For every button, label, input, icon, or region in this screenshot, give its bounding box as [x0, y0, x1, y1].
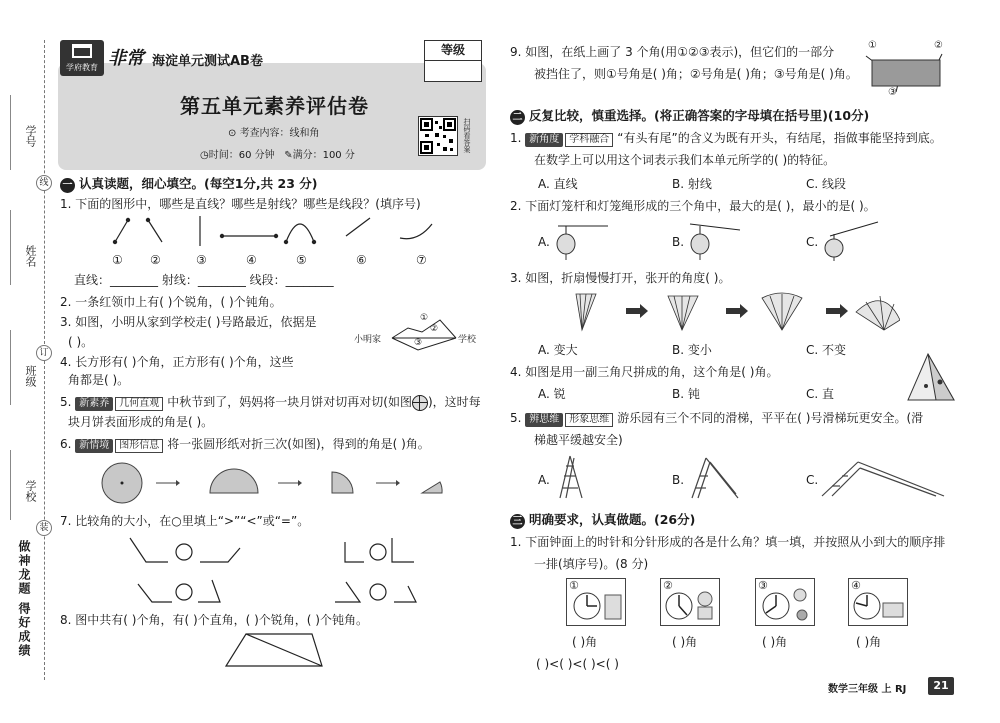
q3-text-2[interactable]: ( )。	[68, 335, 94, 349]
slide-a-icon	[550, 452, 590, 500]
q9-label-1: ①	[868, 40, 877, 51]
clock-1-answer[interactable]: ( )角	[572, 635, 598, 649]
r5-option-c[interactable]: C.	[806, 473, 819, 487]
pencil-icon: ✎	[284, 150, 293, 161]
r5-option-a[interactable]: A.	[538, 473, 550, 487]
q3-home-label: 小明家	[354, 335, 382, 345]
q9-label-2: ②	[934, 40, 943, 51]
q6-tag: 新情境	[75, 439, 113, 453]
q5-tag: 新素养	[75, 397, 113, 411]
r1-option-c[interactable]: C. 线段	[806, 177, 847, 191]
qr-side-text: 扫码看答案	[463, 118, 471, 153]
r1-text-2: 在数学上可以用这个词表示我们本单元所学的( )的特征。	[534, 153, 836, 167]
q4-text-2: 角都是( )。	[68, 373, 130, 387]
r4-option-b[interactable]: B. 钝	[672, 387, 700, 401]
q5-text-2: 块月饼表面形成的角是( )。	[68, 415, 214, 429]
seal-char-2: 订	[36, 345, 52, 361]
triangle-rulers-icon	[904, 352, 958, 404]
grade-box-label: 等级	[425, 41, 481, 61]
slide-c-icon	[818, 456, 948, 498]
q9-text-2: 被挡住了，则①号角是( )角；②号角是( )角；③号角是( )角。	[534, 67, 858, 81]
clock-4-answer[interactable]: ( )角	[856, 635, 882, 649]
class-line	[10, 330, 11, 405]
class-label: 班级	[24, 365, 37, 387]
s1-text: 1. 下面钟面上的时针和分针形成的各是什么角？填一填，并按照从小到大的顺序排	[510, 535, 946, 549]
q2-text: 2. 一条红领巾上有( )个锐角，( )个钝角。	[60, 295, 282, 309]
student-number-label: 学号	[24, 125, 37, 147]
clock-card-4: ④	[848, 578, 908, 626]
clock-icon: ◷	[200, 150, 209, 161]
q6-tag2: 图形信息	[115, 439, 163, 453]
r5-tag: 辨思维	[525, 413, 563, 427]
slide-b-icon	[686, 454, 742, 500]
seal-char-3: 装	[36, 520, 52, 536]
q3-text: 3. 如图，小明从家到学校走( )号路最近，依据是	[60, 315, 317, 329]
r3-option-b[interactable]: B. 变小	[672, 343, 712, 357]
footer-text: 数学三年级 上 RJ	[828, 684, 907, 695]
q8-figure	[224, 632, 324, 668]
r1-text: 1. 新角度 学科融合 “有头有尾”的含义为既有开头，有结尾，指做事能坚持到底。	[510, 131, 942, 145]
grade-box	[424, 40, 482, 82]
route-2: ②	[430, 324, 439, 334]
content-line: ⊙ 考查内容：线和角	[228, 128, 320, 139]
clock-card-3: ③	[755, 578, 815, 626]
student-number-line	[10, 95, 11, 170]
r1-tag: 新角度	[525, 133, 563, 147]
clock-3-answer[interactable]: ( )角	[762, 635, 788, 649]
name-line	[10, 210, 11, 285]
r2-text: 2. 下面灯笼杆和灯笼绳形成的三个角中，最大的是( )，最小的是( )。	[510, 199, 876, 213]
lantern-b-icon	[686, 220, 746, 262]
section-2-title: 二 反复比较，慎重选择。(将正确答案的字母填在括号里)(10分)	[510, 106, 869, 125]
r1-option-a[interactable]: A. 直线	[538, 177, 578, 191]
name-label: 姓名	[24, 245, 37, 267]
q1-text: 1. 下面的图形中，哪些是直线？哪些是射线？哪些是线段？(填序号)	[60, 197, 421, 211]
gate-icon	[72, 44, 92, 58]
r1-tag2: 学科融合	[565, 133, 613, 147]
page-title: 第五单元素养评估卷	[180, 94, 369, 118]
section-1-title: 一 认真读题，细心填空。(每空1分,共 23 分)	[60, 174, 317, 193]
brand-logo: 学府教育	[60, 40, 104, 76]
route-1: ①	[420, 313, 429, 323]
r1-option-b[interactable]: B. 射线	[672, 177, 712, 191]
r2-option-a[interactable]: A.	[538, 235, 550, 249]
mooncake-icon	[412, 395, 428, 411]
r4-option-a[interactable]: A. 锐	[538, 387, 566, 401]
q1-figures	[100, 212, 460, 252]
r5-text: 5. 辨思维 形象思维 游乐园有三个不同的滑梯，平平在( )号滑梯玩更安全。(滑	[510, 411, 924, 425]
r5-tag2: 形象思维	[565, 413, 613, 427]
q5-text: 5. 新素养 几何直观 中秋节到了，妈妈将一块月饼对切再对切(如图 )，这时每	[60, 395, 481, 409]
q6-folding-figures	[100, 460, 460, 506]
q1-answer-blanks[interactable]: 直线：________ 射线：________ 线段：________	[74, 273, 334, 287]
series-title: 海淀单元测试AB卷	[152, 54, 263, 69]
slogan: 做神龙题 得好成绩	[17, 540, 31, 659]
qr-code[interactable]	[418, 116, 458, 156]
folding-fan-sequence	[570, 290, 900, 334]
r4-text: 4. 如图是用一副三角尺拼成的角，这个角是( )角。	[510, 365, 779, 379]
q8-text: 8. 图中共有( )个角，有( )个直角，( )个锐角，( )个钝角。	[60, 613, 368, 627]
r3-option-c[interactable]: C. 不变	[806, 343, 847, 357]
r4-option-c[interactable]: C. 直	[806, 387, 835, 401]
r5-text-2: 梯越平缓越安全)	[534, 433, 623, 447]
q9-label-3: ③	[888, 87, 897, 98]
brand-calligraphy: 非常	[108, 48, 144, 69]
school-label: 学校	[24, 480, 37, 502]
section-3-title: 三 明确要求，认真做题。(26分)	[510, 510, 695, 529]
page-number: 21	[928, 677, 954, 695]
time-score-line: ◷时间：60 分钟 ✎满分：100 分	[200, 150, 355, 161]
seal-char-1: 线	[36, 175, 52, 191]
clock-card-1: ①	[566, 578, 626, 626]
r2-option-b[interactable]: B.	[672, 235, 685, 249]
q5-tag2: 几何直观	[115, 397, 163, 411]
q7-text: 7. 比较角的大小，在○里填上“>”“<”或“=”。	[60, 514, 310, 528]
clock-card-2: ②	[660, 578, 720, 626]
s1-text-2: 一排(填序号)。(8 分)	[534, 557, 649, 571]
lantern-c-icon	[820, 218, 880, 262]
q4-text: 4. 长方形有( )个角，正方形有( )个角，这些	[60, 355, 294, 369]
r3-text: 3. 如图，折扇慢慢打开，张开的角度( )。	[510, 271, 731, 285]
lantern-a-icon	[552, 220, 612, 262]
clock-2-answer[interactable]: ( )角	[672, 635, 698, 649]
r2-option-c[interactable]: C.	[806, 235, 819, 249]
school-line	[10, 450, 11, 520]
q9-text: 9. 如图，在纸上画了 3 个角(用①②③表示)，但它们的一部分	[510, 45, 835, 59]
q6-text: 6. 新情境 图形信息 将一张圆形纸对折三次(如图)，得到的角是( )角。	[60, 437, 430, 451]
order-answer-line[interactable]: ( )<( )<( )<( )	[536, 657, 619, 671]
r5-option-b[interactable]: B.	[672, 473, 685, 487]
q1-labels: ① ② ③ ④ ⑤ ⑥ ⑦	[112, 253, 427, 267]
r3-option-a[interactable]: A. 变大	[538, 343, 578, 357]
q7-angle-pairs	[120, 534, 420, 606]
q3-school-label: 学校	[458, 335, 477, 345]
route-3: ③	[414, 338, 423, 348]
